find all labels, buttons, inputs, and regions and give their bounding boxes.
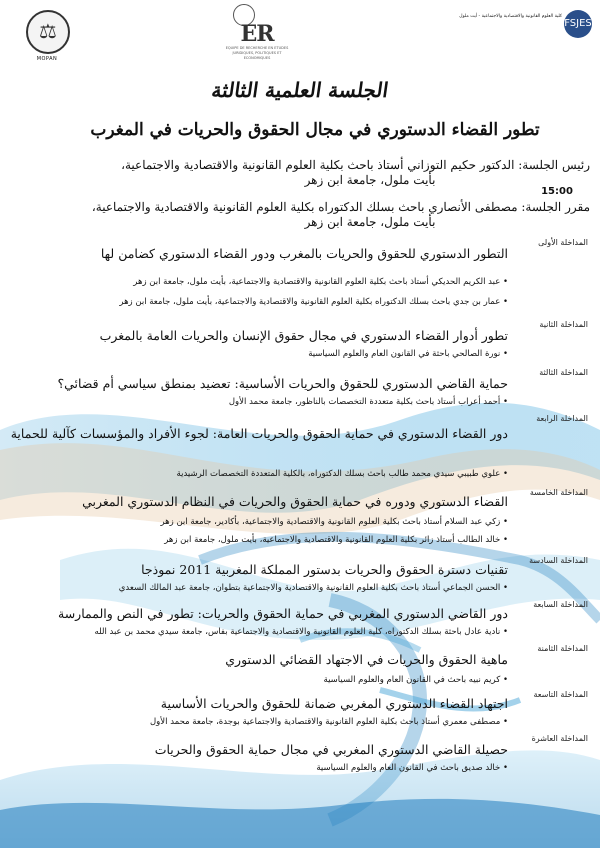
chair-line-1: رئيس الجلسة: الدكتور حكيم التوزاني أستاذ باحث بكلية العلوم القانونية والاقتصادية والاجتماعية، xyxy=(121,158,590,172)
intervention-topic: القضاء الدستوري ودوره في حماية الحقوق والحريات في النظام الدستوري المغربي xyxy=(82,494,508,509)
chair-line-2: بأيت ملول، جامعة ابن زهر xyxy=(304,173,436,187)
speaker: • خالد صديق باحث في القانون العام والعلوم السياسية xyxy=(8,762,508,774)
intervention-topic: دور القضاء الدستوري في حماية الحقوق والحريات العامة: لجوء الأفراد والمؤسسات كآلية للحماية xyxy=(10,426,508,441)
intervention-label: المداخلة الرابعة xyxy=(536,414,588,423)
intervention-topic: دور القاضي الدستوري المغربي في حماية الحقوق والحريات: تطور في النص والممارسة xyxy=(58,606,508,621)
intervention-topic: تقنيات دسترة الحقوق والحريات بدستور المملكة المغربية 2011 نموذجا xyxy=(141,562,508,577)
speaker: • عمار بن جدي باحث بسلك الدكتوراه بكلية العلوم القانونية والاقتصادية والاجتماعية، بأيت ملول، جامعة ابن زهر xyxy=(8,296,508,308)
speaker: • مصطفى معمري أستاذ باحث بكلية العلوم القانونية والاقتصادية والاجتماعية بوجدة، جامعة محمد الأول xyxy=(8,716,508,728)
speaker: • الحسن الجماعي أستاذ باحث بكلية العلوم القانونية والاقتصادية والاجتماعية بتطوان، جامعة عبد المالك السعدي xyxy=(8,582,508,594)
rapporteur-line-1: مقرر الجلسة: مصطفى الأنصاري باحث بسلك الدكتوراه بكلية العلوم القانونية والاقتصادية والاجتماعية، xyxy=(91,200,590,214)
speaker: • زكي عبد السلام أستاذ باحث بكلية العلوم القانونية والاقتصادية والاجتماعية، بأكادير، جامعة ابن زهر xyxy=(8,516,508,528)
session-time: 15:00 xyxy=(541,186,573,197)
rapporteur-line-2: بأيت ملول، جامعة ابن زهر xyxy=(304,215,436,229)
speaker: • علوي طبيبي سيدي محمد طالب باحث بسلك الدكتوراه، بالكلية المتعددة التخصصات الرشيدية xyxy=(8,468,508,480)
intervention-label: المداخلة الثالثة xyxy=(539,368,588,377)
intervention-topic: ماهية الحقوق والحريات في الاجتهاد القضائي الدستوري xyxy=(225,652,508,667)
er-logo xyxy=(222,22,292,62)
faculty-emblem-icon: FSJES xyxy=(564,10,592,38)
intervention-label: المداخلة الأولى xyxy=(538,238,588,247)
intervention-topic: تطور أدوار القضاء الدستوري في مجال حقوق الإنسان والحريات العامة بالمغرب xyxy=(99,328,508,343)
intervention-topic: حصيلة القاضي الدستوري المغربي في مجال حماية الحقوق والحريات xyxy=(154,742,508,757)
speaker: • خالد الطالب أستاذ زائر بكلية العلوم القانونية والاقتصادية والاجتماعية، بأيت ملول، جامعة ابن زهر xyxy=(8,534,508,546)
faculty-logo xyxy=(414,8,594,48)
er-mark: ER xyxy=(240,21,274,47)
speaker: • أحمد أعراب أستاذ باحث بكلية متعددة التخصصات بالناظور، جامعة محمد الأول xyxy=(8,396,508,408)
speaker: • نورة الصالحي باحثة في القانون العام والعلوم السياسية xyxy=(8,348,508,360)
main-title: تطور القضاء الدستوري في مجال الحقوق والحريات في المغرب xyxy=(90,120,540,140)
intervention-label: المداخلة التاسعة xyxy=(533,690,588,699)
faculty-name: كلية العلوم القانونية والاقتصادية والاجتماعية - أيت ملول xyxy=(459,14,562,19)
intervention-label: المداخلة العاشرة xyxy=(531,734,588,743)
session-title: الجلسة العلمية الثالثة xyxy=(210,78,390,102)
speaker: • نادية عادل باحثة بسلك الدكتوراه، كلية العلوم القانونية والاقتصادية والاجتماعية بفاس، جامعة سيدي محمد بن عبد الله xyxy=(8,626,508,638)
university-seal-logo xyxy=(26,10,68,60)
intervention-label: المداخلة السادسة xyxy=(529,556,588,565)
er-caption: EQUIPE DE RECHERCHE EN ETUDES JURIDIQUES, POLITIQUES ET ECONOMIQUES xyxy=(225,46,289,60)
session-chair xyxy=(90,158,590,188)
intervention-topic: اجتهاد القضاء الدستوري المغربي ضمانة للحقوق والحريات الأساسية xyxy=(160,696,508,711)
session-rapporteur xyxy=(90,200,590,230)
intervention-label: المداخلة الخامسة xyxy=(529,488,588,497)
intervention-label: المداخلة الثامنة xyxy=(537,644,588,653)
intervention-label: المداخلة الثانية xyxy=(539,320,588,329)
intervention-topic: حماية القاضي الدستوري للحقوق والحريات الأساسية: تعضيد بمنطق سياسي أم قضائي؟ xyxy=(57,376,508,391)
speaker: • كريم نبيه باحث في القانون العام والعلوم السياسية xyxy=(8,674,508,686)
speaker: • عبد الكريم الحديكي أستاذ باحث بكلية العلوم القانونية والاقتصادية والاجتماعية، بأيت ملول، جامعة ابن زهر xyxy=(8,276,508,288)
intervention-topic: التطور الدستوري للحقوق والحريات بالمغرب ودور القضاء الدستوري كضامن لها xyxy=(100,246,508,261)
logo-caption: MOPAN xyxy=(36,56,58,62)
scales-icon xyxy=(26,10,70,54)
intervention-label: المداخلة السابعة xyxy=(533,600,588,609)
